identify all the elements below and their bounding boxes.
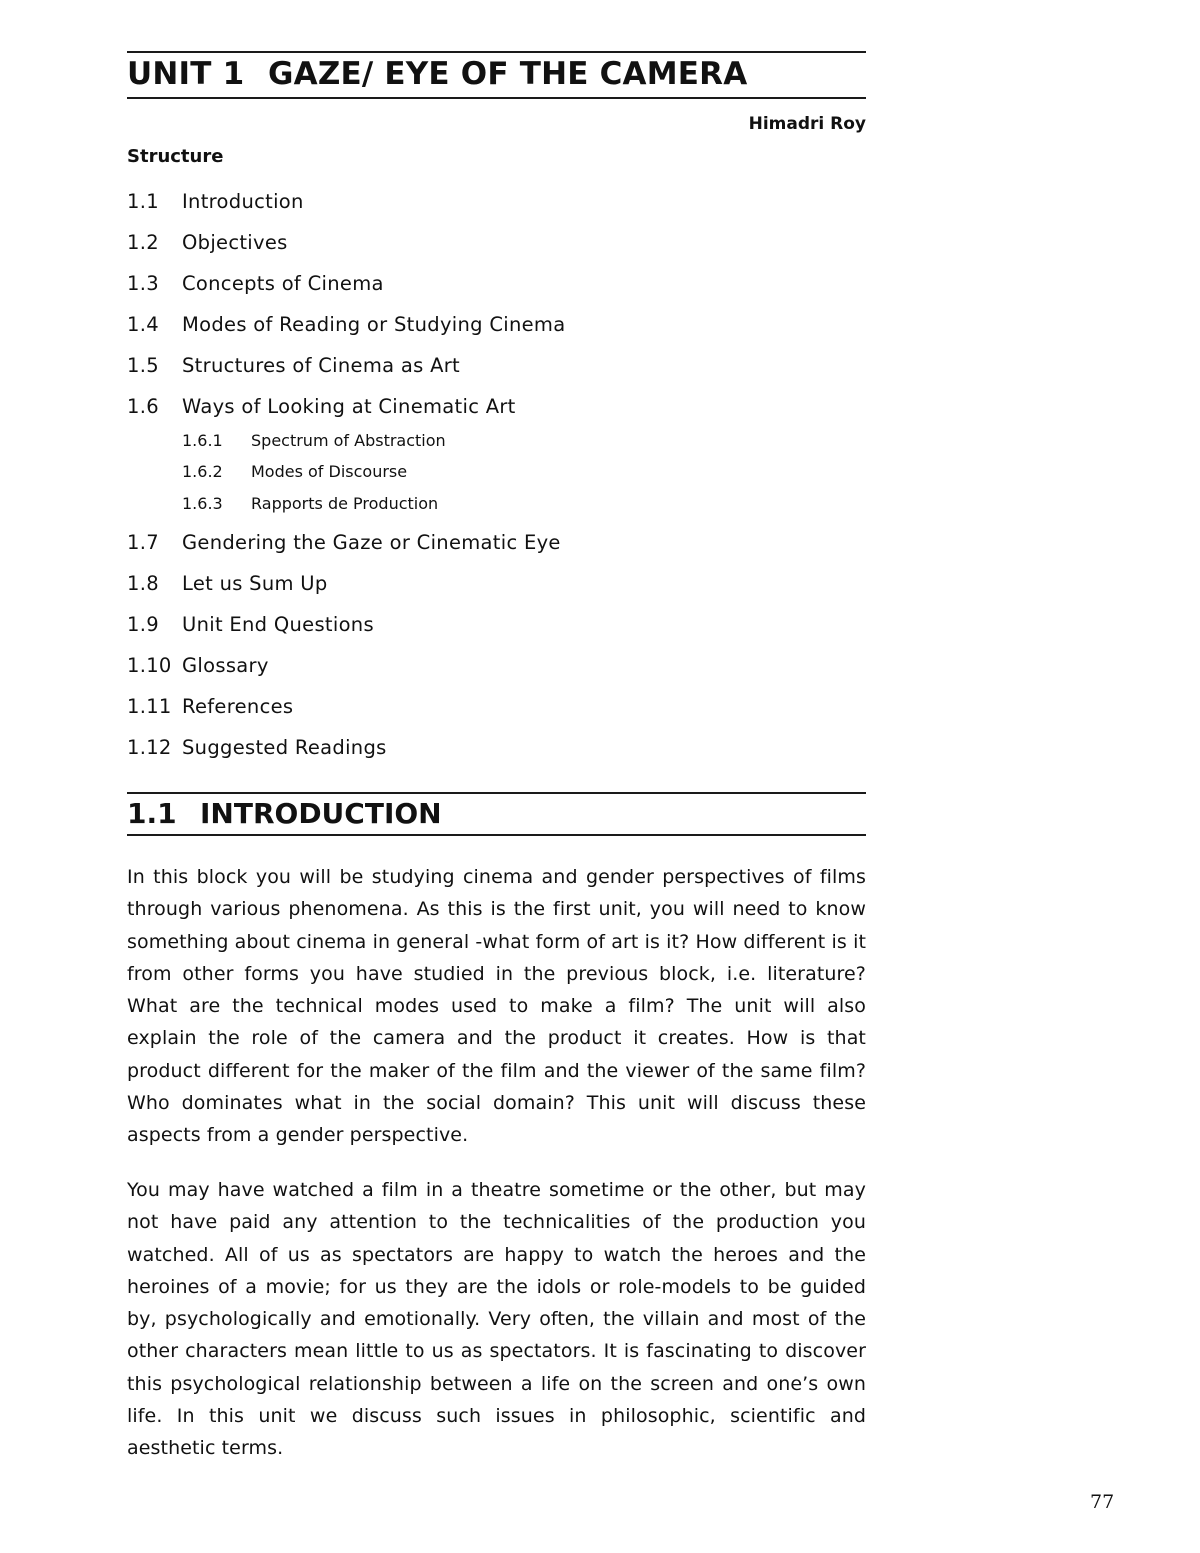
toc-item-title: Structures of Cinema as Art bbox=[182, 354, 461, 377]
toc-item-number: 1.5 bbox=[127, 354, 159, 377]
toc-item-title: References bbox=[182, 695, 294, 718]
toc-item-number: 1.3 bbox=[127, 272, 159, 295]
body-paragraph: You may have watched a film in a theatre sometime or the other, but may not have paid any attention to the technicalities of the production you watched. All of us as spectators are happy to watch the heroes and the heroines of a movie; for us they are the idols or role-models to be guided by, psychologically and emotionally. Very often, the villain and most of the other characters mean little to us as spectators. It is fascinating to discover this psychological relationship between a life on the screen and one’s own life. In this unit we discuss such issues in philosophic, scientific and aesthetic terms. bbox=[127, 1179, 866, 1460]
toc-subitem-number: 1.6.1 bbox=[182, 431, 223, 450]
toc-subitem-title: Spectrum of Abstraction bbox=[251, 431, 446, 450]
toc-item-title: Suggested Readings bbox=[182, 736, 387, 759]
toc-subitem-number: 1.6.2 bbox=[182, 462, 223, 481]
unit-title bbox=[127, 56, 747, 92]
toc-item-title: Ways of Looking at Cinematic Art bbox=[182, 395, 516, 418]
toc-item-number: 1.11 bbox=[127, 695, 172, 718]
toc-item-number: 1.2 bbox=[127, 231, 159, 254]
toc-item-number: 1.7 bbox=[127, 531, 159, 554]
unit-number: UNIT 1 bbox=[127, 56, 245, 92]
body-paragraph: In this block you will be studying cinema and gender perspectives of films through various phenomena. As this is the first unit, you will need to know something about cinema in general -what form of art is it? How different is it from other forms you have studied in the previous block, i.e. literature? What are the technical modes used to make a film? The unit will also explain the role of the camera and the product it creates. How is that product different for the maker of the film and the viewer of the same film? Who dominates what in the social domain? This unit will discuss these aspects from a gender perspective. bbox=[127, 866, 866, 1147]
toc-item-title: Modes of Reading or Studying Cinema bbox=[182, 313, 566, 336]
toc-subitem-title: Rapports de Production bbox=[251, 494, 439, 513]
section-top-rule bbox=[127, 792, 866, 794]
toc-item-title: Introduction bbox=[182, 190, 304, 213]
toc-item-number: 1.8 bbox=[127, 572, 159, 595]
toc-item-title: Concepts of Cinema bbox=[182, 272, 384, 295]
toc-item-title: Let us Sum Up bbox=[182, 572, 328, 595]
section-title: INTRODUCTION bbox=[200, 797, 442, 830]
toc-item-title: Gendering the Gaze or Cinematic Eye bbox=[182, 531, 561, 554]
section-heading bbox=[127, 797, 442, 830]
toc-item-number: 1.12 bbox=[127, 736, 172, 759]
unit-title-text: GAZE/ EYE OF THE CAMERA bbox=[268, 56, 748, 92]
toc-item-number: 1.9 bbox=[127, 613, 159, 636]
author-name: Himadri Roy bbox=[748, 114, 866, 134]
toc-item-title: Glossary bbox=[182, 654, 269, 677]
toc-item-number: 1.1 bbox=[127, 190, 159, 213]
section-number: 1.1 bbox=[127, 797, 177, 830]
toc-subitem-title: Modes of Discourse bbox=[251, 462, 408, 481]
section-underline-rule bbox=[127, 834, 866, 836]
toc-item-number: 1.6 bbox=[127, 395, 159, 418]
toc-item-title: Unit End Questions bbox=[182, 613, 374, 636]
toc-item-title: Objectives bbox=[182, 231, 288, 254]
toc-item-number: 1.4 bbox=[127, 313, 159, 336]
structure-heading: Structure bbox=[127, 146, 224, 167]
page-number: 77 bbox=[1090, 1491, 1115, 1513]
toc-item-number: 1.10 bbox=[127, 654, 172, 677]
title-underline-rule bbox=[127, 97, 866, 99]
top-rule bbox=[127, 51, 866, 53]
toc-subitem-number: 1.6.3 bbox=[182, 494, 223, 513]
